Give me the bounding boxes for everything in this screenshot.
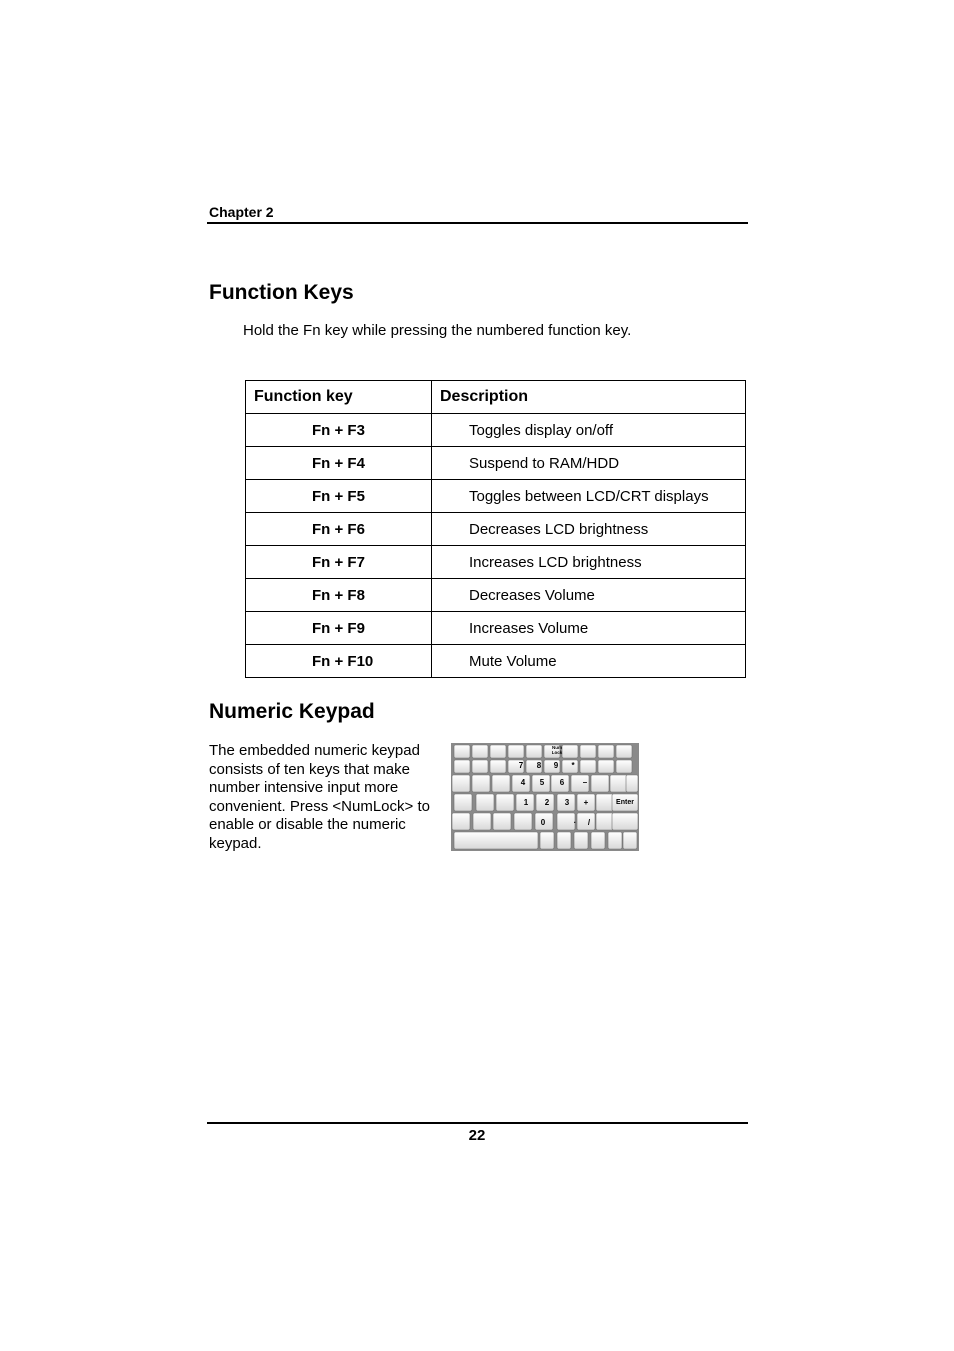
keyboard-key bbox=[493, 813, 511, 830]
keyboard-keypad-illustration bbox=[451, 743, 639, 851]
keyboard-key bbox=[612, 813, 638, 830]
keyboard-key bbox=[557, 813, 575, 830]
key-label-asterisk: * bbox=[571, 761, 575, 770]
keyboard-key bbox=[454, 832, 538, 849]
table-header-row bbox=[246, 381, 746, 414]
keyboard-key bbox=[562, 760, 578, 773]
page-number: 22 bbox=[468, 1127, 486, 1144]
description-line: The embedded numeric keypad bbox=[209, 742, 420, 759]
keyboard-key bbox=[490, 745, 506, 758]
keyboard-key bbox=[508, 745, 524, 758]
key-label-8: 8 bbox=[536, 761, 542, 770]
function-key-cell: Fn + F8 bbox=[246, 579, 432, 612]
numlock-key-label: Lock bbox=[551, 750, 563, 755]
keyboard-key bbox=[452, 813, 470, 830]
key-label-5: 5 bbox=[539, 778, 545, 787]
description-cell: Mute Volume bbox=[432, 645, 746, 678]
table-row bbox=[246, 645, 746, 678]
keyboard-key bbox=[472, 745, 488, 758]
function-keys-table bbox=[245, 380, 746, 678]
description-cell: Toggles display on/off bbox=[432, 414, 746, 447]
keyboard-key bbox=[626, 775, 638, 792]
section-title-numeric-keypad: Numeric Keypad bbox=[209, 700, 375, 723]
keyboard-key bbox=[574, 832, 588, 849]
keyboard-key bbox=[454, 794, 472, 811]
keyboard-key bbox=[598, 760, 614, 773]
description-cell: Increases LCD brightness bbox=[432, 546, 746, 579]
header-rule bbox=[207, 222, 748, 224]
keyboard-key bbox=[557, 832, 571, 849]
function-key-cell: Fn + F9 bbox=[246, 612, 432, 645]
keyboard-key bbox=[473, 813, 491, 830]
key-label-minus: – bbox=[582, 778, 588, 787]
keyboard-key bbox=[591, 775, 609, 792]
keyboard-key bbox=[472, 775, 490, 792]
keyboard-key bbox=[452, 775, 470, 792]
description-cell: Decreases Volume bbox=[432, 579, 746, 612]
keyboard-key bbox=[454, 745, 470, 758]
keyboard-key bbox=[526, 745, 542, 758]
table-row bbox=[246, 579, 746, 612]
table-row bbox=[246, 513, 746, 546]
keyboard-key bbox=[577, 813, 595, 830]
keyboard-key bbox=[472, 760, 488, 773]
keyboard-key bbox=[490, 760, 506, 773]
description-line: consists of ten keys that make bbox=[209, 760, 410, 778]
function-key-cell: Fn + F4 bbox=[246, 447, 432, 480]
function-key-cell: Fn + F3 bbox=[246, 414, 432, 447]
keyboard-key bbox=[454, 760, 470, 773]
keyboard-key bbox=[496, 794, 514, 811]
keyboard-key bbox=[476, 794, 494, 811]
key-label-dot: · bbox=[573, 818, 577, 827]
description-line: keypad. bbox=[209, 834, 262, 852]
footer-rule bbox=[207, 1122, 748, 1124]
key-label-2: 2 bbox=[544, 798, 550, 807]
keyboard-key bbox=[596, 813, 614, 830]
function-key-cell: Fn + F5 bbox=[246, 480, 432, 513]
keyboard-key bbox=[598, 745, 614, 758]
section-title-function-keys: Function Keys bbox=[209, 281, 354, 304]
function-keys-intro: Hold the Fn key while pressing the numbered function key. bbox=[243, 322, 632, 339]
keyboard-key bbox=[540, 832, 554, 849]
keyboard-key bbox=[616, 745, 632, 758]
keyboard-keys bbox=[452, 745, 638, 849]
description-line: convenient. Press <NumLock> to bbox=[209, 797, 430, 815]
description-line: enable or disable the numeric bbox=[209, 816, 406, 833]
keyboard-key bbox=[623, 832, 637, 849]
key-label-slash: / bbox=[587, 818, 591, 827]
keyboard-key bbox=[514, 813, 532, 830]
key-label-9: 9 bbox=[553, 761, 559, 770]
keyboard-key bbox=[596, 794, 614, 811]
function-key-cell: Fn + F10 bbox=[246, 645, 432, 678]
description-cell: Increases Volume bbox=[432, 612, 746, 645]
keyboard-key bbox=[580, 745, 596, 758]
key-label-0: 0 bbox=[540, 818, 546, 827]
key-label-3: 3 bbox=[564, 798, 570, 807]
key-label-enter: Enter bbox=[616, 799, 634, 806]
key-label-4: 4 bbox=[520, 778, 526, 787]
description-cell: Decreases LCD brightness bbox=[432, 513, 746, 546]
table-row bbox=[246, 480, 746, 513]
keyboard-key bbox=[580, 760, 596, 773]
table-row bbox=[246, 414, 746, 447]
column-header-function-key: Function key bbox=[246, 381, 432, 414]
keyboard-key bbox=[492, 775, 510, 792]
key-label-6: 6 bbox=[559, 778, 565, 787]
key-label-1: 1 bbox=[523, 798, 529, 807]
key-label-7: 7 bbox=[518, 761, 524, 770]
table-row bbox=[246, 612, 746, 645]
description-cell: Toggles between LCD/CRT displays bbox=[432, 480, 746, 513]
keyboard-key bbox=[616, 760, 632, 773]
numlock-key-label: Num bbox=[552, 745, 562, 750]
keyboard-key bbox=[610, 775, 628, 792]
function-key-cell: Fn + F6 bbox=[246, 513, 432, 546]
keyboard-key bbox=[562, 745, 578, 758]
chapter-label: Chapter 2 bbox=[209, 204, 274, 220]
key-label-plus: + bbox=[583, 798, 589, 807]
keyboard-key bbox=[608, 832, 622, 849]
description-cell: Suspend to RAM/HDD bbox=[432, 447, 746, 480]
table-row bbox=[246, 546, 746, 579]
description-line: number intensive input more bbox=[209, 779, 399, 796]
function-key-cell: Fn + F7 bbox=[246, 546, 432, 579]
table-row bbox=[246, 447, 746, 480]
column-header-description: Description bbox=[432, 381, 746, 414]
numeric-keypad-description bbox=[209, 742, 449, 853]
keyboard-key bbox=[591, 832, 605, 849]
